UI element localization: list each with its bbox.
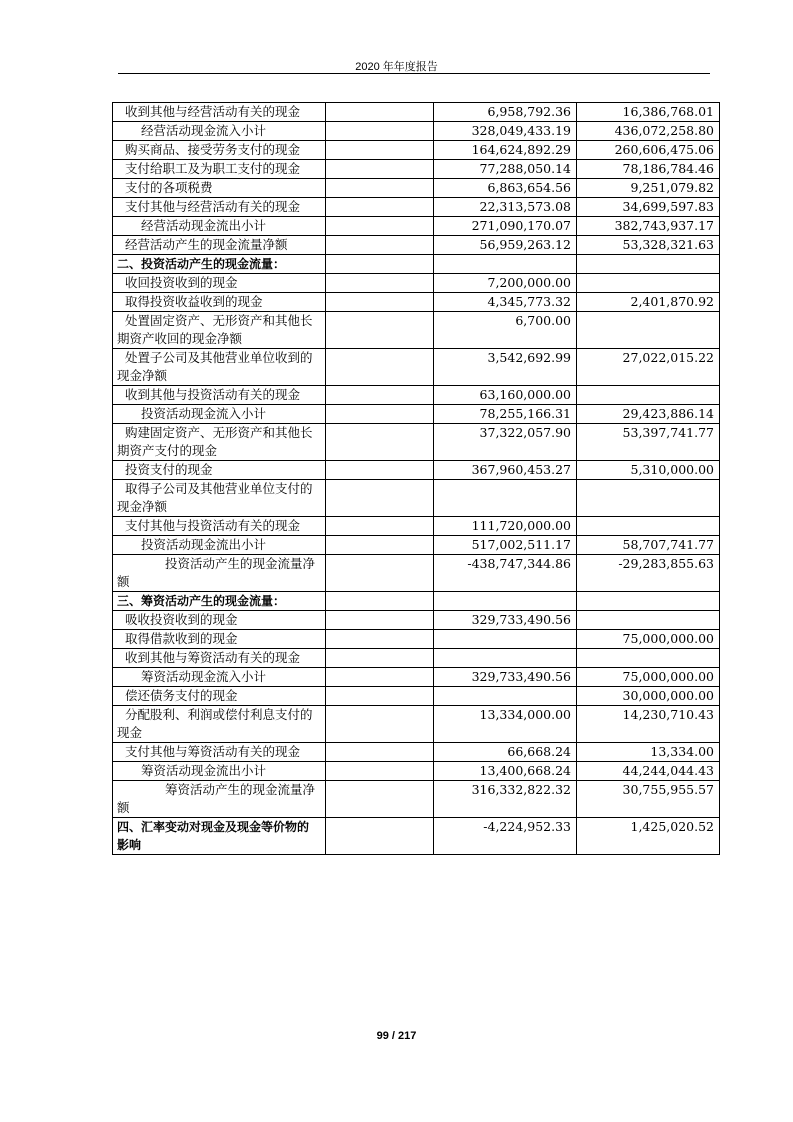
current-period-amount: 7,200,000.00	[434, 274, 577, 293]
item-label: 购建固定资产、无形资产和其他长期资产支付的现金	[113, 424, 326, 461]
table-row	[113, 517, 720, 536]
current-period-amount: 329,733,490.56	[434, 668, 577, 687]
note-cell	[326, 312, 434, 349]
note-cell	[326, 349, 434, 386]
table-row	[113, 236, 720, 255]
table-row	[113, 706, 720, 743]
item-label: 筹资活动现金流出小计	[113, 762, 326, 781]
item-label: 处置固定资产、无形资产和其他长期资产收回的现金净额	[113, 312, 326, 349]
table-row	[113, 762, 720, 781]
current-period-amount: 13,400,668.24	[434, 762, 577, 781]
current-period-amount: 77,288,050.14	[434, 160, 577, 179]
note-cell	[326, 781, 434, 818]
prior-period-amount	[577, 312, 720, 349]
item-label: 处置子公司及其他营业单位收到的现金净额	[113, 349, 326, 386]
current-period-amount: 37,322,057.90	[434, 424, 577, 461]
note-cell	[326, 536, 434, 555]
table-row	[113, 461, 720, 480]
item-label: 支付的各项税费	[113, 179, 326, 198]
prior-period-amount: 53,397,741.77	[577, 424, 720, 461]
note-cell	[326, 405, 434, 424]
current-period-amount	[434, 592, 577, 611]
prior-period-amount: 2,401,870.92	[577, 293, 720, 312]
item-label: 投资活动产生的现金流量净额	[113, 555, 326, 592]
prior-period-amount: 27,022,015.22	[577, 349, 720, 386]
prior-period-amount: 75,000,000.00	[577, 630, 720, 649]
item-label: 取得投资收益收到的现金	[113, 293, 326, 312]
page-number: 99 / 217	[376, 1030, 417, 1042]
section-heading: 四、汇率变动对现金及现金等价物的影响	[113, 818, 326, 855]
note-cell	[326, 649, 434, 668]
current-period-amount	[434, 630, 577, 649]
current-period-amount: 6,863,654.56	[434, 179, 577, 198]
table-row	[113, 668, 720, 687]
prior-period-amount: 16,386,768.01	[577, 103, 720, 122]
note-cell	[326, 386, 434, 405]
current-period-amount	[434, 687, 577, 706]
current-period-amount: 517,002,511.17	[434, 536, 577, 555]
item-label: 分配股利、利润或偿付利息支付的现金	[113, 706, 326, 743]
note-cell	[326, 236, 434, 255]
current-period-amount: 111,720,000.00	[434, 517, 577, 536]
table-row	[113, 103, 720, 122]
table-row	[113, 160, 720, 179]
cash-flow-table-body	[113, 103, 720, 855]
section-heading: 二、投资活动产生的现金流量：	[113, 255, 326, 274]
prior-period-amount: 1,425,020.52	[577, 818, 720, 855]
table-row	[113, 687, 720, 706]
table-row	[113, 424, 720, 461]
prior-period-amount	[577, 611, 720, 630]
note-cell	[326, 687, 434, 706]
item-label: 取得子公司及其他营业单位支付的现金净额	[113, 480, 326, 517]
note-cell	[326, 461, 434, 480]
note-cell	[326, 274, 434, 293]
cash-flow-table	[112, 102, 720, 855]
prior-period-amount: 260,606,475.06	[577, 141, 720, 160]
current-period-amount: 66,668.24	[434, 743, 577, 762]
table-row	[113, 122, 720, 141]
prior-period-amount: -29,283,855.63	[577, 555, 720, 592]
current-period-amount: 63,160,000.00	[434, 386, 577, 405]
note-cell	[326, 611, 434, 630]
prior-period-amount: 29,423,886.14	[577, 405, 720, 424]
note-cell	[326, 517, 434, 536]
note-cell	[326, 255, 434, 274]
note-cell	[326, 293, 434, 312]
header-rule	[118, 73, 710, 74]
current-period-amount: 316,332,822.32	[434, 781, 577, 818]
item-label: 支付其他与经营活动有关的现金	[113, 198, 326, 217]
note-cell	[326, 217, 434, 236]
table-row	[113, 293, 720, 312]
prior-period-amount: 30,755,955.57	[577, 781, 720, 818]
note-cell	[326, 198, 434, 217]
item-label: 经营活动现金流入小计	[113, 122, 326, 141]
item-label: 经营活动现金流出小计	[113, 217, 326, 236]
table-row	[113, 611, 720, 630]
note-cell	[326, 179, 434, 198]
note-cell	[326, 122, 434, 141]
table-row	[113, 405, 720, 424]
prior-period-amount: 53,328,321.63	[577, 236, 720, 255]
note-cell	[326, 160, 434, 179]
prior-period-amount: 30,000,000.00	[577, 687, 720, 706]
note-cell	[326, 555, 434, 592]
item-label: 吸收投资收到的现金	[113, 611, 326, 630]
note-cell	[326, 743, 434, 762]
table-row	[113, 649, 720, 668]
note-cell	[326, 424, 434, 461]
prior-period-amount	[577, 255, 720, 274]
prior-period-amount: 382,743,937.17	[577, 217, 720, 236]
page-header: 2020 年年度报告	[355, 61, 438, 73]
prior-period-amount: 34,699,597.83	[577, 198, 720, 217]
item-label: 投资活动现金流出小计	[113, 536, 326, 555]
table-row	[113, 274, 720, 293]
section-heading: 三、筹资活动产生的现金流量：	[113, 592, 326, 611]
item-label: 支付其他与筹资活动有关的现金	[113, 743, 326, 762]
table-row	[113, 630, 720, 649]
current-period-amount: 271,090,170.07	[434, 217, 577, 236]
item-label: 收到其他与投资活动有关的现金	[113, 386, 326, 405]
table-row	[113, 198, 720, 217]
note-cell	[326, 141, 434, 160]
table-row	[113, 386, 720, 405]
current-period-amount: 13,334,000.00	[434, 706, 577, 743]
note-cell	[326, 706, 434, 743]
prior-period-amount	[577, 274, 720, 293]
table-row	[113, 141, 720, 160]
item-label: 投资活动现金流入小计	[113, 405, 326, 424]
item-label: 收到其他与经营活动有关的现金	[113, 103, 326, 122]
note-cell	[326, 818, 434, 855]
item-label: 投资支付的现金	[113, 461, 326, 480]
item-label: 筹资活动产生的现金流量净额	[113, 781, 326, 818]
current-period-amount: 6,958,792.36	[434, 103, 577, 122]
table-row	[113, 217, 720, 236]
table-row	[113, 349, 720, 386]
item-label: 收回投资收到的现金	[113, 274, 326, 293]
item-label: 支付给职工及为职工支付的现金	[113, 160, 326, 179]
note-cell	[326, 668, 434, 687]
prior-period-amount: 75,000,000.00	[577, 668, 720, 687]
item-label: 取得借款收到的现金	[113, 630, 326, 649]
current-period-amount: 6,700.00	[434, 312, 577, 349]
item-label: 购买商品、接受劳务支付的现金	[113, 141, 326, 160]
note-cell	[326, 630, 434, 649]
table-row	[113, 536, 720, 555]
current-period-amount: 22,313,573.08	[434, 198, 577, 217]
current-period-amount: 56,959,263.12	[434, 236, 577, 255]
prior-period-amount	[577, 517, 720, 536]
item-label: 支付其他与投资活动有关的现金	[113, 517, 326, 536]
prior-period-amount	[577, 386, 720, 405]
prior-period-amount: 13,334.00	[577, 743, 720, 762]
prior-period-amount	[577, 592, 720, 611]
item-label: 收到其他与筹资活动有关的现金	[113, 649, 326, 668]
current-period-amount: -4,224,952.33	[434, 818, 577, 855]
item-label: 经营活动产生的现金流量净额	[113, 236, 326, 255]
note-cell	[326, 762, 434, 781]
current-period-amount: 164,624,892.29	[434, 141, 577, 160]
current-period-amount	[434, 255, 577, 274]
note-cell	[326, 480, 434, 517]
table-row	[113, 555, 720, 592]
current-period-amount: 3,542,692.99	[434, 349, 577, 386]
section-row	[113, 592, 720, 611]
note-cell	[326, 103, 434, 122]
prior-period-amount: 14,230,710.43	[577, 706, 720, 743]
table-row	[113, 743, 720, 762]
current-period-amount	[434, 649, 577, 668]
prior-period-amount	[577, 649, 720, 668]
note-cell	[326, 592, 434, 611]
table-row	[113, 312, 720, 349]
current-period-amount: 4,345,773.32	[434, 293, 577, 312]
section-row	[113, 255, 720, 274]
current-period-amount: 328,049,433.19	[434, 122, 577, 141]
current-period-amount: -438,747,344.86	[434, 555, 577, 592]
prior-period-amount: 44,244,044.43	[577, 762, 720, 781]
table-row	[113, 179, 720, 198]
table-row	[113, 480, 720, 517]
prior-period-amount: 58,707,741.77	[577, 536, 720, 555]
prior-period-amount: 9,251,079.82	[577, 179, 720, 198]
current-period-amount: 367,960,453.27	[434, 461, 577, 480]
prior-period-amount	[577, 480, 720, 517]
prior-period-amount: 436,072,258.80	[577, 122, 720, 141]
table-row	[113, 781, 720, 818]
prior-period-amount: 5,310,000.00	[577, 461, 720, 480]
item-label: 筹资活动现金流入小计	[113, 668, 326, 687]
current-period-amount: 78,255,166.31	[434, 405, 577, 424]
current-period-amount	[434, 480, 577, 517]
prior-period-amount: 78,186,784.46	[577, 160, 720, 179]
current-period-amount: 329,733,490.56	[434, 611, 577, 630]
item-label: 偿还债务支付的现金	[113, 687, 326, 706]
section-row	[113, 818, 720, 855]
